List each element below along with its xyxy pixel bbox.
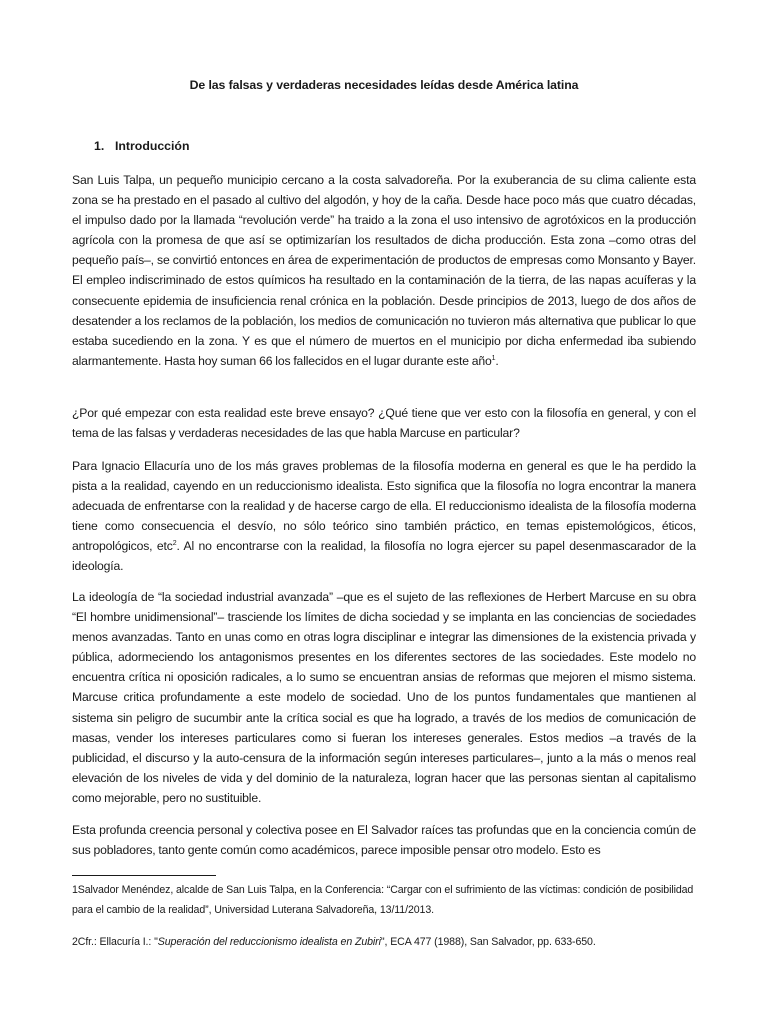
section-number: 1.: [94, 139, 105, 153]
paragraph-2-text: ¿Por qué empezar con esta realidad este breve ensayo? ¿Qué tiene que ver esto con la filosofía en general, y con el tema de las falsas y verdaderas necesidades de las que habla Marcuse en particular?: [72, 406, 696, 441]
section-heading: [94, 137, 189, 155]
section-title: Introducción: [115, 139, 190, 153]
paragraph-5: [72, 820, 696, 860]
paragraph-3-text-after: . Al no encontrarse con la realidad, la filosofía no logra ejercer su papel desenmascarador de la ideología.: [72, 539, 696, 574]
paragraph-1: [72, 170, 696, 371]
paragraph-3: [72, 456, 696, 577]
footnote-separator: [72, 875, 216, 876]
footnote-2-suffix: ", ECA 477 (1988), San Salvador, pp. 633-650.: [380, 936, 596, 948]
footnote-ref-1[interactable]: 1: [491, 354, 496, 362]
paragraph-2: [72, 403, 696, 443]
paragraph-4-text: La ideología de “la sociedad industrial avanzada” –que es el sujeto de las reflexiones de Herbert Marcuse en su obra “El hombre unidimensional”– trasciende los límites de dicha sociedad y se implanta en las conciencias de sociedades menos avanzadas. Tanto en unas como en otras logra disciplinar e integrar las dimensiones de la existencia privada y pública, adormeciendo los antagonismos presentes en los diferentes sectores de las sociedades. Este modelo no encuentra crítica ni oposición radicales, a lo sumo se encuentran ansias de reformas que mejoren el mismo sistema. Marcuse critica profundamente a este modelo de sociedad. Uno de los puntos fundamentales que mantienen al sistema sin peligro de sucumbir ante la crítica social es que ha logrado, a través de los medios de comunicación de masas, vender los intereses particulares como si fueran los intereses generales. Estos medios –a través de la publicidad, el discurso y la auto-censura de la información según intereses particulares–, junto a la más o menos real elevación de los niveles de vida y del dominio de la naturaleza, logran hacer que las personas sientan al capitalismo como mejorable, pero no sustituible.: [72, 590, 696, 805]
footnote-2: [72, 932, 696, 952]
paragraph-1-end: .: [495, 353, 499, 368]
footnote-2-italic-title: Superación del reduccionismo idealista en Zubiri: [157, 936, 381, 948]
paragraph-3-text-before: Para Ignacio Ellacuría uno de los más graves problemas de la filosofía moderna en general es que le ha perdido la pista a la realidad, cayendo en un reduccionismo idealista. Esto significa que la filosofía no logra encontrar la manera adecuada de enfrentarse con la realidad y de hacerse cargo de ella. El reduccionismo idealista de la filosofía moderna tiene como consecuencia el desvío, no sólo teórico sino también práctico, en temas epistemológicos, éticos, antropológicos, etc: [72, 459, 696, 554]
paragraph-5-text: Esta profunda creencia personal y colectiva posee en El Salvador raíces tas profundas que en la conciencia común de sus pobladores, tanto gente común como académicos, parece imposible pensar otro modelo. Esto es: [72, 823, 696, 858]
document-title: De las falsas y verdaderas necesidades leídas desde América latina: [189, 78, 579, 92]
footnote-ref-2[interactable]: 2: [172, 540, 177, 548]
footnote-2-prefix: 2Cfr.: Ellacuría I.: ": [72, 936, 158, 948]
footnote-1-text: 1Salvador Menéndez, alcalde de San Luis Talpa, en la Conferencia: “Cargar con el sufrimiento de las víctimas: condición de posibilidad para el cambio de la realidad”, Universidad Luterana Salvadoreña, 13/11/2013.: [72, 884, 694, 916]
paragraph-1-text: San Luis Talpa, un pequeño municipio cercano a la costa salvadoreña. Por la exuberancia de su clima caliente esta zona se ha prestado en el pasado al cultivo del algodón, y hoy de la caña. Desde hace poco más que cuatro décadas, el impulso dado por la llamada “revolución verde” ha traido a la zona el uso intensivo de agrotóxicos en la producción agrícola con la promesa de que así se optimizarían los resultados de dicha producción. Esta zona –como otras del pequeño país–, se convirtió entonces en área de experimentación de productos de empresas como Monsanto y Bayer. El empleo indiscriminado de estos químicos ha resultado en la contaminación de la tierra, de las napas acuíferas y la consecuente epidemia de insuficiencia renal crónica en la población. Desde principios de 2013, luego de dos años de desatender a los reclamos de la población, los medios de comunicación no tuvieron más alternativa que publicar lo que estaba sucediendo en la zona. Y es que el número de muertos en el municipio por dicha enfermedad iba subiendo alarmantemente. Hasta hoy suman 66 los fallecidos en el lugar durante este año: [72, 173, 696, 368]
paragraph-4: [72, 587, 696, 808]
footnote-1: [72, 880, 696, 920]
